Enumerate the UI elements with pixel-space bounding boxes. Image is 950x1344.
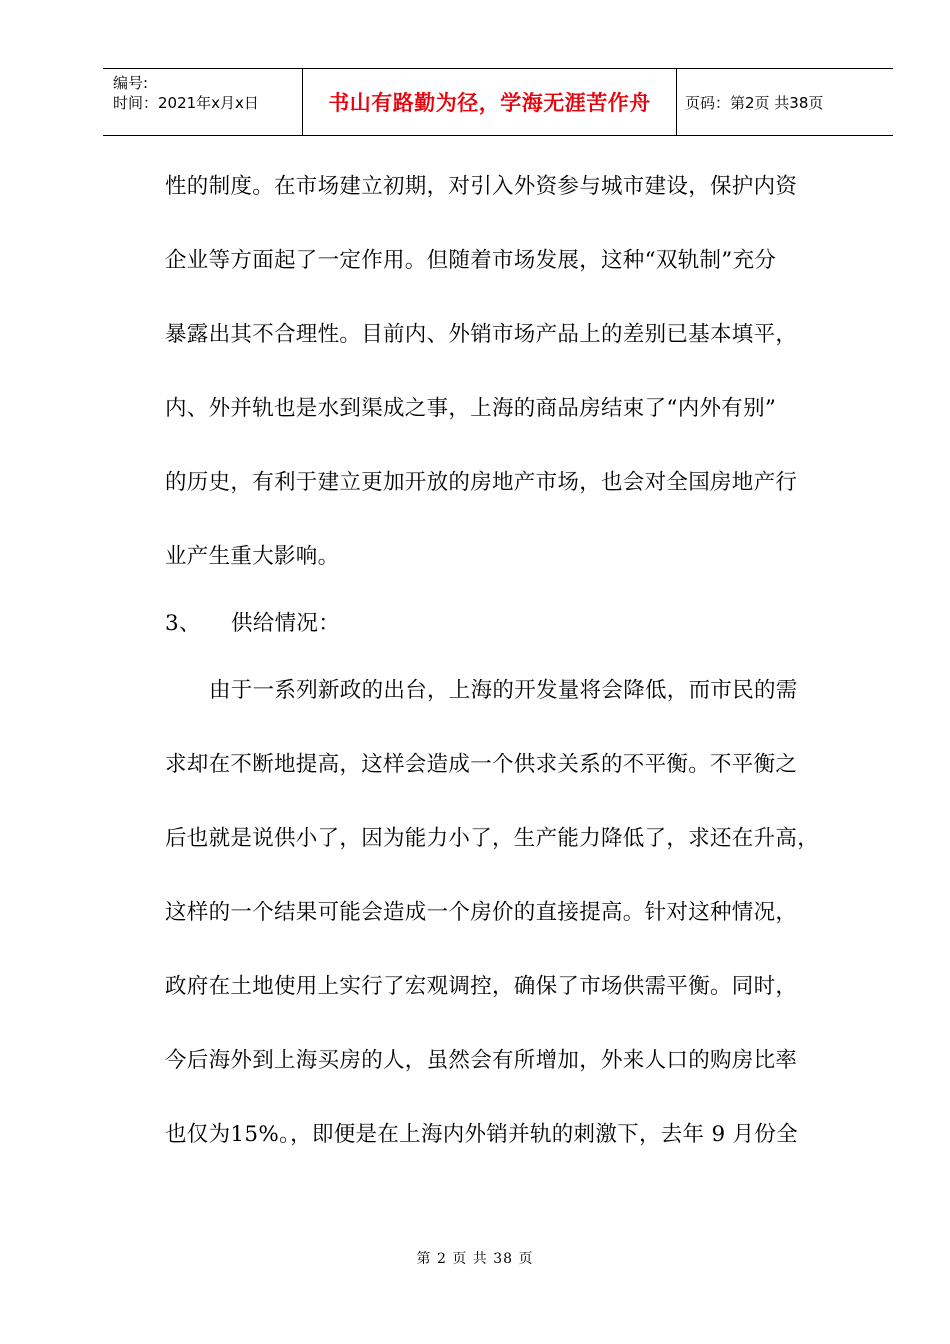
body-line: 也仅为15%。，即便是在上海内外销并轨的刺激下，去年 9 月份全: [165, 1122, 798, 1147]
body-line: 企业等方面起了一定作用。但随着市场发展，这种“双轨制”充分: [165, 248, 777, 273]
body-line: 由于一系列新政的出台，上海的开发量将会降低，而市民的需: [209, 678, 798, 703]
header-motto-cell: [303, 69, 677, 135]
body-line: 后也就是说供小了，因为能力小了，生产能力降低了，求还在升高，: [165, 826, 820, 851]
document-body: [165, 150, 845, 1172]
body-line: 业产生重大影响。: [165, 544, 340, 569]
body-line: 求却在不断地提高，这样会造成一个供求关系的不平衡。不平衡之: [165, 752, 798, 777]
motto-text: 书山有路勤为径，学海无涯苦作舟: [328, 91, 651, 115]
section-heading: [165, 594, 845, 654]
number-label: 编号:: [113, 74, 149, 92]
page-label: 页码：第2页 共38页: [685, 93, 824, 112]
section-title: 供给情况：: [231, 611, 341, 636]
body-line: 这样的一个结果可能会造成一个房价的直接提高。针对这种情况，: [165, 900, 798, 925]
body-line: 今后海外到上海买房的人，虽然会有所增加，外来人口的购房比率: [165, 1048, 798, 1073]
body-line: 性的制度。在市场建立初期，对引入外资参与城市建设，保护内资: [165, 174, 798, 199]
header-page-cell: [677, 69, 893, 135]
body-line: 暴露出其不合理性。目前内、外销市场产品上的差别已基本填平，: [165, 322, 798, 347]
body-line: 内、外并轨也是水到渠成之事，上海的商品房结束了“内外有别”: [165, 396, 777, 421]
section-number: 3、: [165, 611, 201, 636]
page-footer: 第 2 页 共 38 页: [416, 1251, 534, 1267]
body-line: 的历史，有利于建立更加开放的房地产市场，也会对全国房地产行: [165, 470, 798, 495]
time-label: 时间：2021年x月x日: [113, 94, 259, 112]
document-header: [103, 68, 893, 136]
body-line: 政府在土地使用上实行了宏观调控，确保了市场供需平衡。同时，: [165, 974, 798, 999]
header-meta-cell: [103, 69, 303, 135]
